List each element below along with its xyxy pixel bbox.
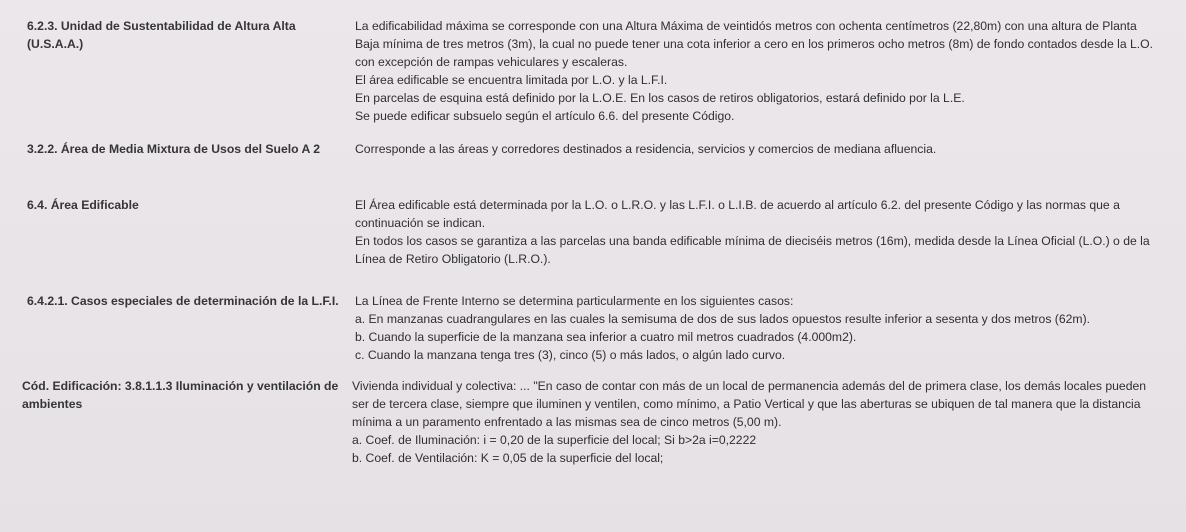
entry-term: Cód. Edificación: 3.8.1.1.3 Iluminación y ventilación de ambientes — [22, 379, 339, 411]
description-line: a. Coef. de Iluminación: i = 0,20 de la superficie del local; Si b>2a i=0,2222 — [352, 433, 757, 447]
entry-description — [355, 196, 1160, 268]
entry-description — [355, 292, 1160, 364]
description-line: a. En manzanas cuadrangulares en las cuales la semisuma de dos de sus lados opuestos resulte inferior a sesenta y dos metros (62m). — [355, 312, 1091, 326]
description-line: Corresponde a las áreas y corredores destinados a residencia, servicios y comercios de mediana afluencia. — [355, 142, 937, 156]
description-line: El área edificable se encuentra limitada por L.O. y la L.F.I. — [355, 73, 668, 87]
description-line: La edificabilidad máxima se corresponde con una Altura Máxima de veintidós metros con ochenta centímetros (22,80m) con una altura de Planta Baja mínima de tres metros (3m), la cual no puede tener una cota inferior a cero en los primeros ocho metros (8m) de fondo contados desde la L.O. con excepción de rampas vehiculares y escaleras. — [355, 19, 1154, 69]
entry-description — [352, 377, 1157, 467]
entry-term: 3.2.2. Área de Media Mixtura de Usos del Suelo A 2 — [27, 142, 321, 156]
description-line: b. Coef. de Ventilación: K = 0,05 de la superficie del local; — [352, 451, 664, 465]
description-line: Se puede edificar subsuelo según el artículo 6.6. del presente Código. — [355, 109, 735, 123]
description-line: En todos los casos se garantiza a las parcelas una banda edificable mínima de dieciséis metros (16m), medida desde la Línea Oficial (L.O.) o de la Línea de Retiro Obligatorio (L.R.O.). — [355, 234, 1150, 266]
entry-term: 6.4.2.1. Casos especiales de determinación de la L.F.I. — [27, 294, 339, 308]
description-line: c. Cuando la manzana tenga tres (3), cinco (5) o más lados, o algún lado curvo. — [355, 348, 786, 362]
description-line: Vivienda individual y colectiva: ... "En caso de contar con más de un local de permanencia además del de primera clase, los demás locales pueden ser de tercera clase, siempre que iluminen y ventilen, como mínimo, a Patio Vertical y que las aberturas se ubiquen de tal manera que la distancia mínima a un paramento enfrentado a las mismas sea de cinco metros (5,00 m). — [352, 379, 1147, 429]
entry-description — [355, 17, 1160, 125]
description-line: El Área edificable está determinada por la L.O. o L.R.O. y las L.F.I. o L.I.B. de acuerdo al artículo 6.2. del presente Código y las normas que a continuación se indican. — [355, 198, 1120, 230]
description-line: En parcelas de esquina está definido por la L.O.E. En los casos de retiros obligatorios, estará definido por la L.E. — [355, 91, 965, 105]
entry-description — [355, 140, 1160, 158]
description-line: La Línea de Frente Interno se determina particularmente en los siguientes casos: — [355, 294, 794, 308]
description-line: b. Cuando la superficie de la manzana sea inferior a cuatro mil metros cuadrados (4.000m2). — [355, 330, 857, 344]
entry-term: 6.2.3. Unidad de Sustentabilidad de Altura Alta (U.S.A.A.) — [27, 19, 296, 51]
entry-term: 6.4. Área Edificable — [27, 198, 139, 212]
